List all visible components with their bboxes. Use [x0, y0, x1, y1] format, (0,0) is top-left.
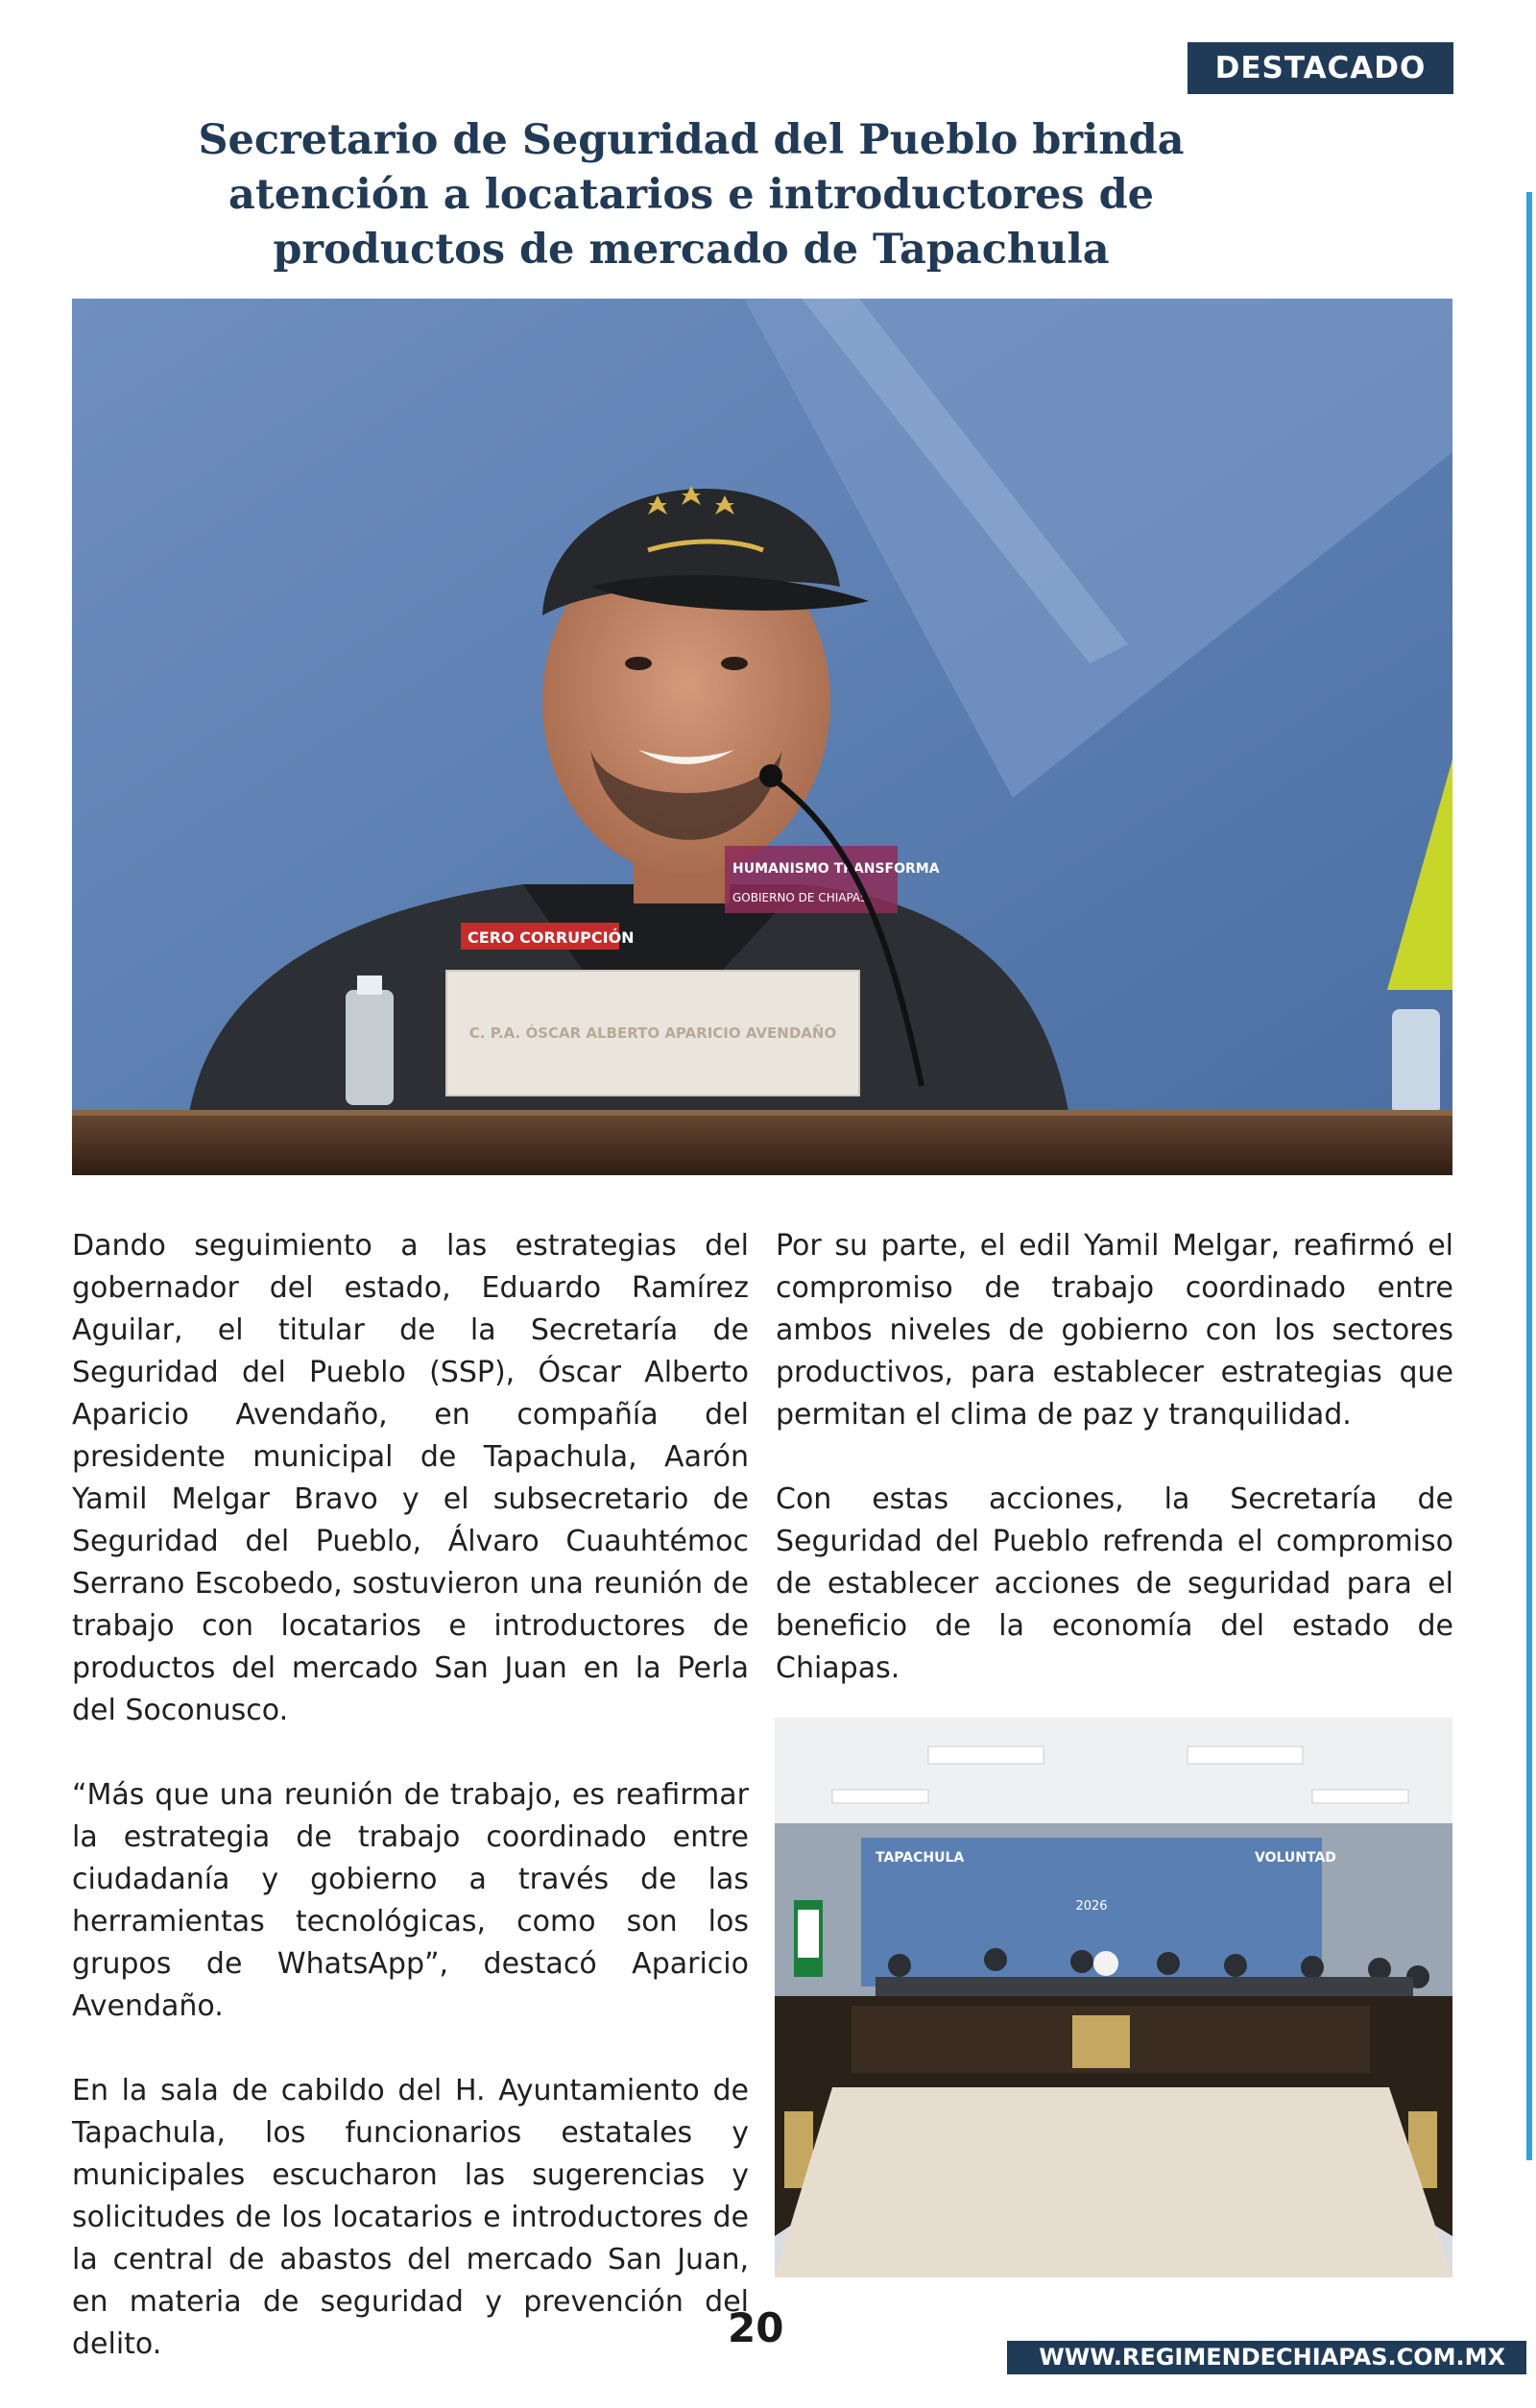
photo-meeting-room — [775, 1718, 1452, 2277]
photo-speaker-illustration — [72, 299, 1452, 1175]
paragraph: Con estas acciones, la Secretaría de Seguridad del Pueblo refrenda el compromiso de establecer acciones de seguridad para el beneficio de la economía del estado de Chiapas. — [776, 1482, 1453, 1685]
patch-right-text: HUMANISMO TRANSFORMA — [732, 861, 940, 877]
patch-left-text: CERO CORRUPCIÓN — [468, 928, 635, 947]
page-number: 20 — [728, 2304, 784, 2351]
photo-meeting-room-illustration — [775, 1718, 1452, 2277]
footer-url[interactable]: WWW.REGIMENDECHIAPAS.COM.MX — [1007, 2341, 1526, 2374]
paragraph: En la sala de cabildo del H. Ayuntamiento de Tapachula, los funcionarios estatales y municipales escucharon las sugerencias y solicitudes de los locatarios e introductores de la central de abastos del mercado San Juan, en materia de seguridad y prevención del delito. — [72, 2074, 749, 2361]
side-accent-bar — [1526, 192, 1532, 2160]
banner-left-text: TAPACHULA — [876, 1850, 965, 1866]
article-column-right — [776, 1225, 1453, 1732]
paragraph: Dando seguimiento a las estrategias del gobernador del estado, Eduardo Ramírez Aguilar, el titular de la Secretaría de Seguridad del Pueblo (SSP), Óscar Alberto Aparicio Avendaño, en compañía del presidente municipal de Tapachula, Aarón Yamil Melgar Bravo y el subsecretario de Seguridad del Pueblo, Álvaro Cuauhtémoc Serrano Escobedo, sostuvieron una reunión de trabajo con locatarios e introductores de productos del mercado San Juan en la Perla del Soconusco. — [72, 1229, 749, 1727]
article-column-left — [72, 1225, 749, 2408]
section-tag: DESTACADO — [1188, 42, 1453, 94]
banner-center-text: 2026 — [1075, 1899, 1108, 1914]
nameplate-text: C. P.A. ÓSCAR ALBERTO APARICIO AVENDAÑO — [468, 1024, 837, 1042]
paragraph: “Más que una reunión de trabajo, es reafirmar la estrategia de trabajo coordinado entre ciudadanía y gobierno a través de las herramientas tecnológicas, como son los grupos de WhatsApp”, destacó Aparicio Avendaño. — [72, 1778, 749, 2023]
photo-speaker — [72, 299, 1452, 1175]
patch-gov-text: GOBIERNO DE CHIAPAS — [732, 891, 868, 904]
banner-right-text: VOLUNTAD — [1255, 1850, 1336, 1866]
paragraph: Por su parte, el edil Yamil Melgar, reafirmó el compromiso de trabajo coordinado entre ambos niveles de gobierno con los sectores productivos, para establecer estrategias que permitan el clima de paz y tranquilidad. — [776, 1229, 1453, 1432]
headline: Secretario de Seguridad del Pueblo brinda atención a locatarios e introductores de productos de mercado de Tapachula — [198, 116, 1185, 274]
